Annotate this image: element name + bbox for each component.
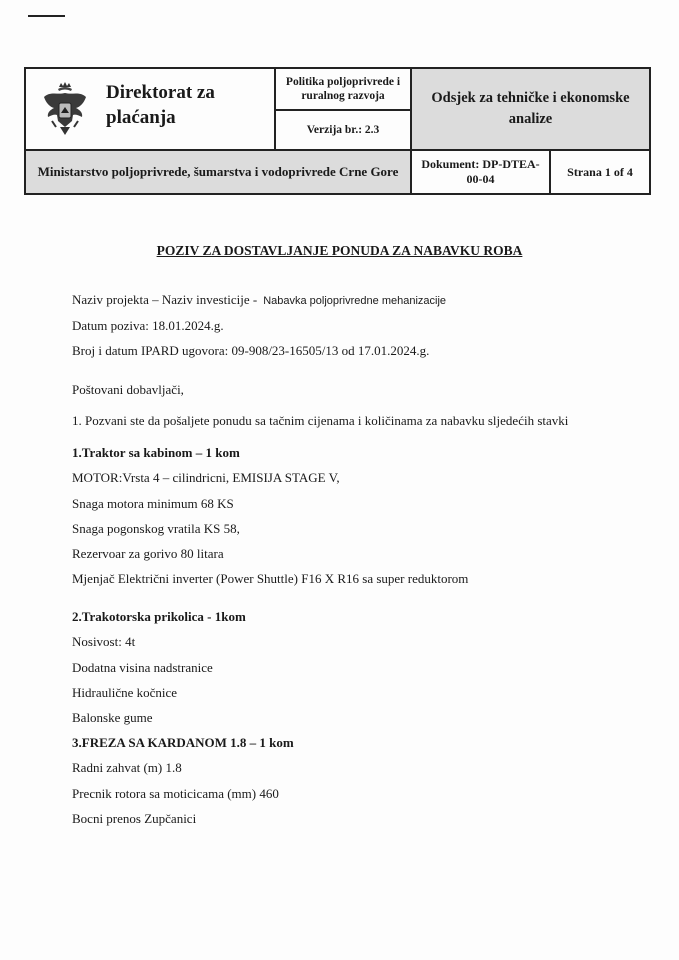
- item-heading: 2.Trakotorska prikolica - 1kom: [72, 609, 246, 624]
- item-heading: 3.FREZA SA KARDANOM 1.8 – 1 kom: [72, 735, 294, 750]
- page-number-cell: Strana 1 of 4: [549, 149, 649, 193]
- item-spec: Bocni prenos Zupčanici: [72, 811, 197, 826]
- invitation-date: Datum poziva: 18.01.2024.g.: [72, 318, 224, 333]
- item-spec: Hidraulične kočnice: [72, 685, 178, 700]
- item-spec: Balonske gume: [72, 710, 153, 725]
- item-spec: Snaga motora minimum 68 KS: [72, 496, 234, 511]
- item-spec: Nosivost: 4t: [72, 634, 136, 649]
- item-spec: MOTOR:Vrsta 4 – cilindricni, EMISIJA STAGE V,: [72, 470, 340, 485]
- header-table: [24, 67, 651, 195]
- policy-cell: Politika poljoprivrede i ruralnog razvoja: [274, 69, 410, 109]
- version-cell: Verzija br.: 2.3: [274, 109, 410, 149]
- greeting: Poštovani dobavljači,: [72, 382, 184, 397]
- document-title: POZIV ZA DOSTAVLJANJE PONUDA ZA NABAVKU ROBA: [156, 243, 523, 258]
- item-spec: Dodatna visina nadstranice: [72, 660, 213, 675]
- item-heading: 1.Traktor sa kabinom – 1 kom: [72, 445, 240, 460]
- item-spec: Snaga pogonskog vratila KS 58,: [72, 521, 240, 536]
- ipard-contract: Broj i datum IPARD ugovora: 09-908/23-16505/13 od 17.01.2024.g.: [72, 343, 430, 358]
- department-cell: Odsjek za tehničke i ekonomske analize: [410, 69, 649, 149]
- intro-paragraph: 1. Pozvani ste da pošaljete ponudu sa tačnim cijenama i količinama za nabavku sljedećih stavki: [72, 413, 569, 428]
- directorate-cell: [26, 69, 274, 149]
- item-spec: Radni zahvat (m) 1.8: [72, 760, 182, 775]
- project-line: Naziv projekta – Naziv investicije - Nabavka poljoprivredne mehanizacije: [72, 292, 447, 307]
- ministry-cell: Ministarstvo poljoprivrede, šumarstva i vodoprivrede Crne Gore: [26, 149, 410, 193]
- directorate-title: Direktorat za plaćanja: [106, 82, 215, 128]
- item-spec: Precnik rotora sa moticicama (mm) 460: [72, 786, 279, 801]
- montenegro-coat-of-arms-icon: [42, 81, 88, 139]
- item-spec: Mjenjač Električni inverter (Power Shuttle) F16 X R16 sa super reduktorom: [72, 571, 469, 586]
- scan-mark: [28, 15, 65, 17]
- document-number-cell: Dokument: DP-DTEA-00-04: [410, 149, 549, 193]
- item-spec: Rezervoar za gorivo 80 litara: [72, 546, 224, 561]
